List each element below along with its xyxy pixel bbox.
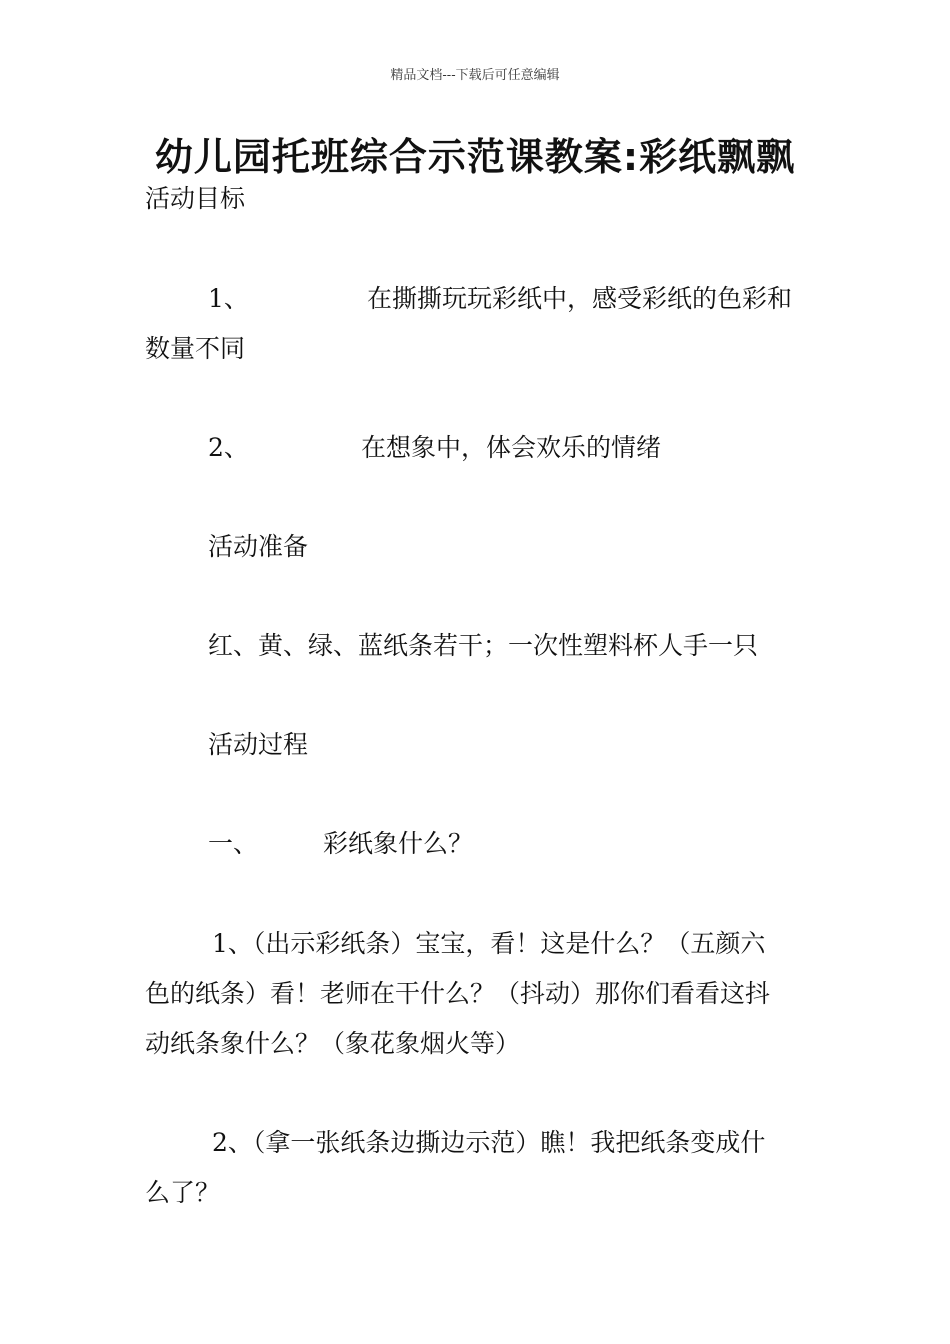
goal-item-1-text: 在撕撕玩玩彩纸中，感受彩纸的色彩和 xyxy=(367,284,793,313)
process-part-1-number: 一、 xyxy=(208,829,259,858)
step-1-line-3: 动纸条象什么？（象花象烟火等） xyxy=(145,1029,521,1058)
goals-heading: 活动目标 xyxy=(145,184,246,213)
goal-item-2-text: 在想象中，体会欢乐的情绪 xyxy=(361,433,662,462)
step-1-line-2: 色的纸条）看！老师在干什么？（抖动）那你们看看这抖 xyxy=(145,979,771,1008)
document-title: 幼儿园托班综合示范课教案:彩纸飘飘 xyxy=(154,135,796,179)
step-1-line-1: 1、（出示彩纸条）宝宝，看！这是什么？（五颜六 xyxy=(212,929,766,958)
process-part-1-title: 彩纸象什么？ xyxy=(323,829,474,858)
step-2-line-2: 么了？ xyxy=(145,1178,221,1207)
goal-item-1-continued: 数量不同 xyxy=(145,334,246,363)
prep-heading: 活动准备 xyxy=(208,532,309,561)
goal-item-1-number: 1、 xyxy=(208,284,249,313)
header-note: 精品文档---下载后可任意编辑 xyxy=(390,68,560,83)
prep-text: 红、黄、绿、蓝纸条若干；一次性塑料杯人手一只 xyxy=(208,631,759,660)
process-heading: 活动过程 xyxy=(208,730,309,759)
step-2-line-1: 2、（拿一张纸条边撕边示范）瞧！我把纸条变成什 xyxy=(212,1128,766,1157)
goal-item-2-number: 2、 xyxy=(208,433,249,462)
